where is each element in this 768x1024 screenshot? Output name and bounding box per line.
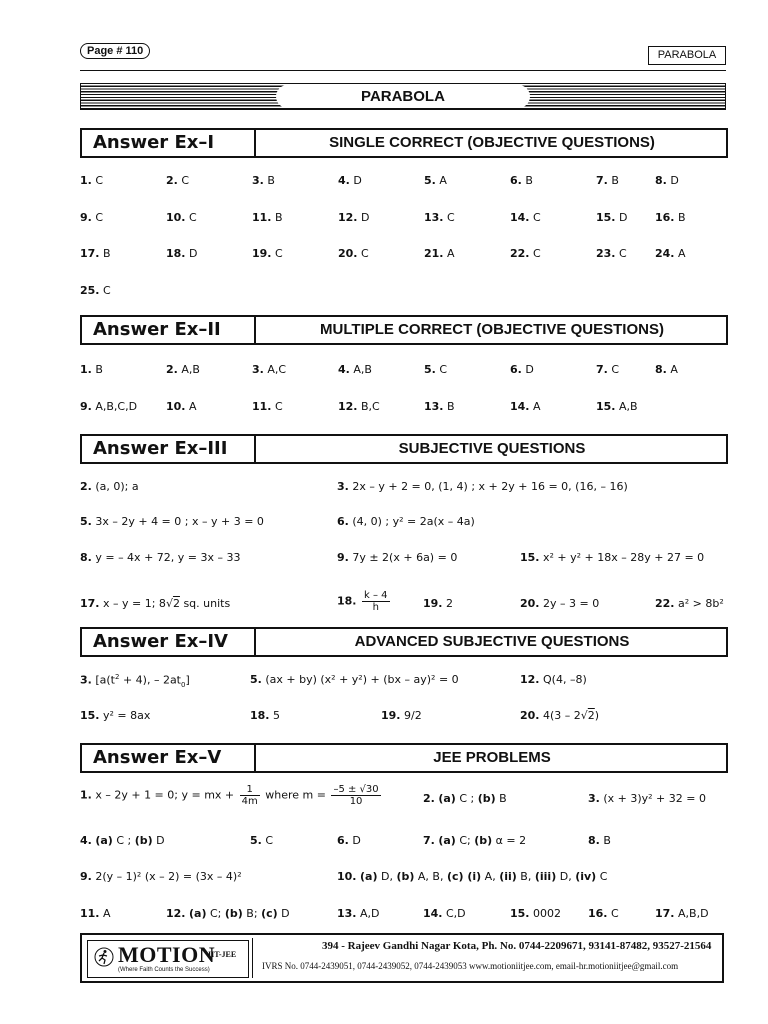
answer-item: 14. C,D bbox=[423, 907, 466, 920]
answer-item bbox=[252, 174, 275, 187]
section-header-ex2 bbox=[80, 315, 728, 345]
answer-item bbox=[510, 174, 533, 187]
answer-item: 12. Q(4, –8) bbox=[520, 673, 587, 686]
answer-item: 12. (a) C; (b) B; (c) D bbox=[166, 907, 290, 920]
section-label: Answer Ex–I bbox=[82, 130, 256, 156]
answer-item: 1. x – 2y + 1 = 0; y = mx + $\frac{1}{4m}$ where m = $\frac{-5 \pm √30}{10}$ bbox=[80, 784, 379, 807]
answer-item: 9. 7y ± 2(x + 6a) = 0 bbox=[337, 551, 458, 564]
answer-value: D bbox=[521, 363, 534, 376]
answer-item bbox=[424, 363, 447, 376]
question-number: 24. bbox=[655, 247, 675, 260]
question-number: 5. bbox=[424, 174, 436, 187]
section-label: Answer Ex–II bbox=[82, 317, 256, 343]
answer-value: C bbox=[185, 210, 197, 224]
answer-item: 3. [$a(t^2 + 4)$, – $2at_0$] bbox=[80, 673, 190, 689]
answer-item bbox=[596, 174, 619, 187]
answer-item: 19. 2 bbox=[423, 597, 453, 610]
answer-item bbox=[80, 363, 103, 376]
answer-item bbox=[80, 211, 103, 224]
answer-value: D bbox=[666, 174, 679, 187]
answer-item: 2. (a) C ; (b) B bbox=[423, 792, 507, 805]
answer-item bbox=[338, 363, 372, 376]
answer-item bbox=[596, 400, 638, 413]
answer-value: C bbox=[91, 210, 104, 224]
answer-item: 5. 3x – 2y + 4 = 0 ; x – y + 3 = 0 bbox=[80, 515, 264, 528]
answer-value: B bbox=[674, 210, 686, 224]
answer-item: 18. $\frac{k - 4}{h}$ bbox=[337, 590, 388, 613]
answer-item: 15. 0002 bbox=[510, 907, 561, 920]
question-number: 14. bbox=[510, 400, 530, 413]
answer-value: C bbox=[435, 363, 448, 376]
answer-item: 20. 2y – 3 = 0 bbox=[520, 597, 600, 610]
question-number: 9. bbox=[80, 210, 92, 224]
footer bbox=[80, 933, 724, 983]
answer-item: 3. (x + 3)y² + 32 = 0 bbox=[588, 792, 706, 805]
question-number: 7. bbox=[596, 174, 608, 187]
answer-item bbox=[252, 211, 283, 224]
header-rule bbox=[80, 70, 726, 71]
question-number: 7. bbox=[596, 363, 608, 376]
answer-item: 4. (a) C ; (b) D bbox=[80, 834, 165, 847]
answer-item bbox=[80, 400, 137, 413]
answer-value: B bbox=[443, 400, 455, 413]
brand-suffix: IIT-JEE bbox=[208, 950, 237, 959]
runner-icon bbox=[94, 947, 114, 967]
question-number: 14. bbox=[510, 210, 530, 224]
answer-item bbox=[338, 174, 362, 187]
answer-item bbox=[166, 363, 200, 376]
answer-value: D bbox=[349, 174, 362, 187]
section-title: MULTIPLE CORRECT (OBJECTIVE QUESTIONS) bbox=[320, 321, 664, 338]
answer-value: B bbox=[271, 210, 283, 224]
page-number: Page # 110 bbox=[80, 43, 150, 59]
answer-item bbox=[252, 363, 286, 376]
answer-item bbox=[424, 211, 455, 224]
question-number: 25. bbox=[80, 283, 100, 297]
answer-value: A,B bbox=[349, 363, 372, 376]
question-number: 8. bbox=[655, 174, 667, 187]
question-number: 15. bbox=[596, 210, 616, 224]
answer-item bbox=[338, 247, 369, 260]
footer-divider bbox=[252, 938, 253, 978]
answer-item bbox=[338, 400, 380, 413]
question-number: 21. bbox=[424, 247, 444, 260]
section-label: Answer Ex–V bbox=[82, 745, 256, 771]
answer-item bbox=[596, 363, 619, 376]
question-number: 10. bbox=[166, 400, 186, 413]
section-header-ex1 bbox=[80, 128, 728, 158]
answer-value: B bbox=[91, 363, 103, 376]
answer-item: 16. C bbox=[588, 907, 619, 920]
question-number: 8. bbox=[655, 363, 667, 376]
answer-item bbox=[510, 400, 541, 413]
question-number: 4. bbox=[338, 174, 350, 187]
answer-value: C bbox=[99, 283, 111, 297]
answer-item: 5. C bbox=[250, 834, 274, 847]
question-number: 11. bbox=[252, 210, 272, 224]
answer-item bbox=[80, 247, 111, 260]
answer-value: A,B,C,D bbox=[91, 400, 138, 413]
answer-value: B bbox=[99, 247, 111, 260]
page-title: PARABOLA bbox=[276, 85, 530, 108]
answer-value: C bbox=[271, 400, 283, 413]
question-number: 3. bbox=[252, 174, 264, 187]
answer-value: C bbox=[443, 210, 455, 224]
question-number: 2. bbox=[166, 363, 178, 376]
question-number: 20. bbox=[338, 247, 358, 260]
footer-contact: IVRS No. 0744-2439051, 0744-2439052, 0744-2439053 www.motioniitjee.com, email-hr.motioniitjee@gmail.com bbox=[262, 961, 679, 971]
section-label: Answer Ex–IV bbox=[82, 629, 256, 655]
answer-value: D bbox=[185, 247, 198, 260]
question-number: 9. bbox=[80, 400, 92, 413]
answer-value: A bbox=[529, 400, 541, 413]
question-number: 4. bbox=[338, 363, 350, 376]
answer-item: 3. 2x – y + 2 = 0, (1, 4) ; x + 2y + 16 = 0, (16, – 16) bbox=[337, 480, 628, 493]
section-header-ex3 bbox=[80, 434, 728, 464]
answer-item: 15. y² = 8ax bbox=[80, 709, 151, 722]
answer-value: C bbox=[91, 174, 104, 187]
answer-value: A bbox=[435, 174, 447, 187]
answer-item bbox=[510, 247, 541, 260]
answer-value: C bbox=[357, 247, 369, 260]
answer-value: A,B bbox=[177, 363, 200, 376]
answer-item: 17. x – y = 1; 8√2 sq. units bbox=[80, 597, 231, 610]
answer-item bbox=[166, 211, 197, 224]
sqrt-sign: √ bbox=[580, 709, 588, 722]
answer-item bbox=[166, 247, 197, 260]
answer-item: 19. 9/2 bbox=[381, 709, 422, 722]
answer-item: 13. A,D bbox=[337, 907, 380, 920]
answer-item: 15. x² + y² + 18x – 28y + 27 = 0 bbox=[520, 551, 705, 564]
answer-value: A,B bbox=[615, 400, 638, 413]
answer-item bbox=[510, 363, 534, 376]
answer-item bbox=[596, 247, 627, 260]
answer-item: 10. (a) D, (b) A, B, (c) (i) A, (ii) B, (iii) D, (iv) C bbox=[337, 870, 608, 883]
answer-value: A bbox=[674, 247, 686, 260]
answer-item bbox=[424, 247, 455, 260]
answer-value: D bbox=[357, 210, 370, 224]
answer-item bbox=[166, 174, 189, 187]
section-title: JEE PROBLEMS bbox=[433, 749, 551, 766]
section-header-ex4 bbox=[80, 627, 728, 657]
answer-item: 2. (a, 0); a bbox=[80, 480, 139, 493]
question-number: 6. bbox=[510, 174, 522, 187]
answer-value: C bbox=[529, 210, 541, 224]
question-number: 6. bbox=[510, 363, 522, 376]
answer-value: A,C bbox=[263, 363, 287, 376]
answer-item bbox=[424, 174, 447, 187]
answer-item: 7. (a) C; (b) α = 2 bbox=[423, 834, 527, 847]
answer-item bbox=[596, 211, 627, 224]
answer-value: C bbox=[271, 247, 283, 260]
question-number: 5. bbox=[424, 363, 436, 376]
answer-value: A bbox=[185, 400, 197, 413]
answer-value: B bbox=[521, 174, 533, 187]
answer-item bbox=[510, 211, 541, 224]
section-title: ADVANCED SUBJECTIVE QUESTIONS bbox=[354, 633, 630, 650]
question-number: 3. bbox=[252, 363, 264, 376]
answer-item bbox=[252, 400, 283, 413]
brand-name: MOTION bbox=[118, 942, 216, 967]
answer-item: 9. 2(y – 1)² (x – 2) = (3x – 4)² bbox=[80, 870, 242, 883]
answer-item bbox=[655, 211, 686, 224]
chapter-tag: PARABOLA bbox=[648, 46, 726, 65]
question-number: 12. bbox=[338, 210, 358, 224]
answer-value: C bbox=[177, 174, 190, 187]
answer-value: B,C bbox=[357, 400, 380, 413]
title-banner bbox=[80, 83, 726, 110]
question-number: 1. bbox=[80, 174, 92, 187]
answer-item bbox=[655, 174, 679, 187]
answer-item bbox=[80, 284, 111, 297]
answer-value: A bbox=[666, 363, 678, 376]
answer-item: 6. D bbox=[337, 834, 361, 847]
answer-value: D bbox=[615, 210, 628, 224]
answer-item: 20. 4(3 – 2√2) bbox=[520, 709, 600, 722]
question-number: 15. bbox=[596, 400, 616, 413]
answer-item bbox=[424, 400, 455, 413]
question-number: 13. bbox=[424, 400, 444, 413]
answer-item: 11. A bbox=[80, 907, 111, 920]
answer-value: C bbox=[607, 363, 620, 376]
sqrt-sign: √ bbox=[165, 597, 173, 610]
answer-item bbox=[338, 211, 369, 224]
question-number: 10. bbox=[166, 210, 186, 224]
section-header-ex5 bbox=[80, 743, 728, 773]
question-number: 2. bbox=[166, 174, 178, 187]
question-number: 11. bbox=[252, 400, 272, 413]
question-number: 12. bbox=[338, 400, 358, 413]
answer-item: 8. B bbox=[588, 834, 611, 847]
answer-item: 22. a² > 8b² bbox=[655, 597, 724, 610]
answer-value: A bbox=[443, 247, 455, 260]
answer-item bbox=[655, 247, 686, 260]
question-number: 18. bbox=[166, 247, 186, 260]
question-number: 23. bbox=[596, 247, 616, 260]
answer-item bbox=[252, 247, 283, 260]
footer-address: 394 - Rajeev Gandhi Nagar Kota, Ph. No. 0744-2209671, 93141-87482, 93527-21564 bbox=[322, 940, 712, 952]
answer-value: C bbox=[529, 247, 541, 260]
answer-item: 8. y = – 4x + 72, y = 3x – 33 bbox=[80, 551, 241, 564]
answer-value: B bbox=[607, 174, 619, 187]
answer-item: 6. (4, 0) ; y² = 2a(x – 4a) bbox=[337, 515, 475, 528]
section-label: Answer Ex–III bbox=[82, 436, 256, 462]
answer-item bbox=[166, 400, 197, 413]
question-number: 13. bbox=[424, 210, 444, 224]
answer-value: C bbox=[615, 247, 627, 260]
answer-value: B bbox=[263, 174, 275, 187]
section-title: SUBJECTIVE QUESTIONS bbox=[398, 440, 586, 457]
question-number: 1. bbox=[80, 363, 92, 376]
answer-item bbox=[655, 363, 678, 376]
motion-logo bbox=[87, 940, 249, 978]
answer-item: 18. 5 bbox=[250, 709, 280, 722]
question-number: 17. bbox=[80, 247, 100, 260]
answer-item: 5. (ax + by) (x² + y²) + (bx – ay)² = 0 bbox=[250, 673, 459, 686]
answer-item: 17. A,B,D bbox=[655, 907, 709, 920]
answer-item bbox=[80, 174, 103, 187]
question-number: 16. bbox=[655, 210, 675, 224]
question-number: 19. bbox=[252, 247, 272, 260]
brand-tagline: (Where Faith Counts the Success) bbox=[118, 967, 210, 973]
question-number: 22. bbox=[510, 247, 530, 260]
section-title: SINGLE CORRECT (OBJECTIVE QUESTIONS) bbox=[329, 134, 655, 151]
